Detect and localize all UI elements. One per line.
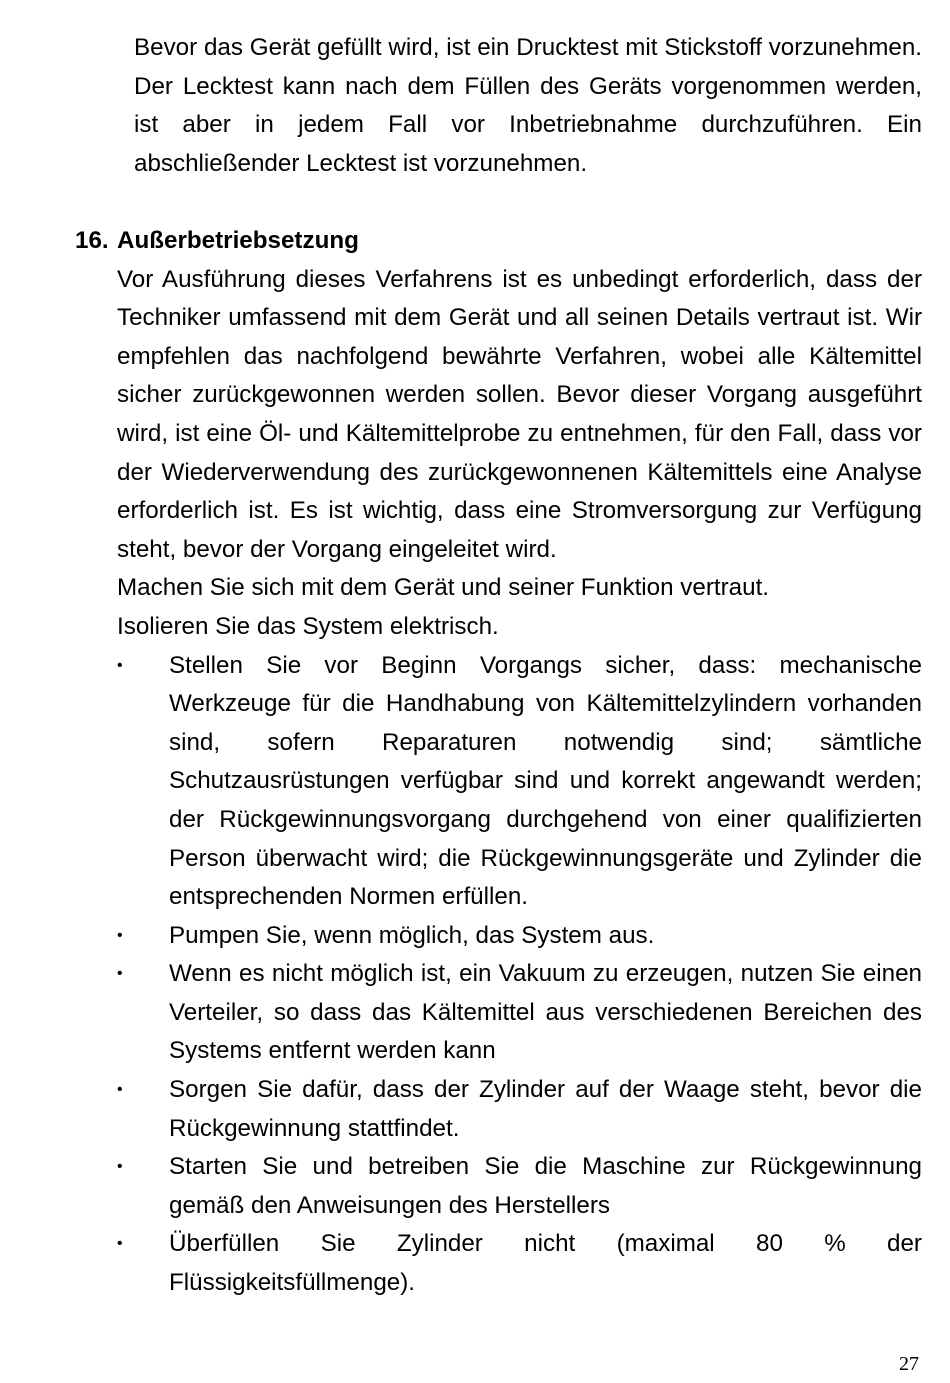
bullet-text: Starten Sie und betreiben Sie die Maschine zur Rückgewinnung gemäß den Anweisungen des Herstellers (169, 1153, 922, 1219)
bullet-text: Wenn es nicht möglich ist, ein Vakuum zu erzeugen, nutzen Sie einen Verteiler, so dass das Kältemittel aus verschiedenen Bereichen des Systems entfernt werden kann (169, 960, 922, 1065)
list-item (117, 1148, 922, 1225)
list-item (117, 955, 922, 1071)
list-item (117, 647, 922, 917)
section-16 (75, 222, 922, 1303)
bullet-icon: • (117, 1158, 123, 1176)
section-paragraph: Vor Ausführung dieses Verfahrens ist es unbedingt erforderlich, dass der Techniker umfassend mit dem Gerät und all seinen Details vertraut ist. Wir empfehlen das nachfolgend bewährte Verfahren, wobei alle Kältemittel sicher zurückgewonnen werden sollen. Bevor dieser Vorgang ausgeführt wird, ist eine Öl- und Kältemittelprobe zu entnehmen, für den Fall, dass vor der Wiederverwendung des zurückgewonnenen Kältemittels eine Analyse erforderlich ist. Es ist wichtig, dass eine Stromversorgung zur Verfügung steht, bevor der Vorgang eingeleitet wird. (117, 265, 922, 563)
section-title: Außerbetriebsetzung (117, 227, 359, 254)
instruction-line-isolate: Isolieren Sie das System elektrisch. (117, 612, 499, 640)
bullet-icon: • (117, 926, 123, 944)
page-number: 27 (899, 1353, 919, 1375)
list-item (117, 1225, 922, 1302)
intro-paragraph: Bevor das Gerät gefüllt wird, ist ein Drucktest mit Stickstoff vorzunehmen. Der Lecktest kann nach dem Füllen des Geräts vorgenommen werden, ist aber in jedem Fall vor Inbetriebnahme durchzuführen. Ein abschließender Lecktest ist vorzunehmen. (134, 34, 922, 177)
instruction-line-familiarize: Machen Sie sich mit dem Gerät und seiner Funktion vertraut. (117, 574, 770, 602)
bullet-list (117, 647, 922, 1303)
bullet-text: Überfüllen Sie Zylinder nicht (maximal 80 % der Flüssigkeitsfüllmenge). (169, 1230, 922, 1297)
section-number: 16. (75, 227, 109, 254)
bullet-icon: • (117, 1235, 123, 1253)
bullet-icon: • (117, 965, 123, 983)
section-body (117, 261, 922, 647)
bullet-text: Stellen Sie vor Beginn Vorgangs sicher, dass: mechanische Werkzeuge für die Handhabung von Kältemittelzylindern vorhanden sind, sofern Reparaturen notwendig sind; sämtliche Schutzausrüstungen verfügbar sind und korrekt angewandt werden; der Rückgewinnungsvorgang durchgehend von einer qualifizierten Person überwacht wird; die Rückgewinnungsgeräte und Zylinder die entsprechenden Normen erfüllen. (169, 651, 922, 911)
bullet-icon: • (117, 656, 123, 674)
section-heading (75, 222, 922, 261)
list-item (117, 917, 922, 956)
bullet-text: Sorgen Sie dafür, dass der Zylinder auf der Waage steht, bevor die Rückgewinnung stattfindet. (169, 1076, 922, 1142)
bullet-icon: • (117, 1081, 123, 1099)
list-item (117, 1071, 922, 1148)
bullet-text: Pumpen Sie, wenn möglich, das System aus. (169, 921, 655, 949)
